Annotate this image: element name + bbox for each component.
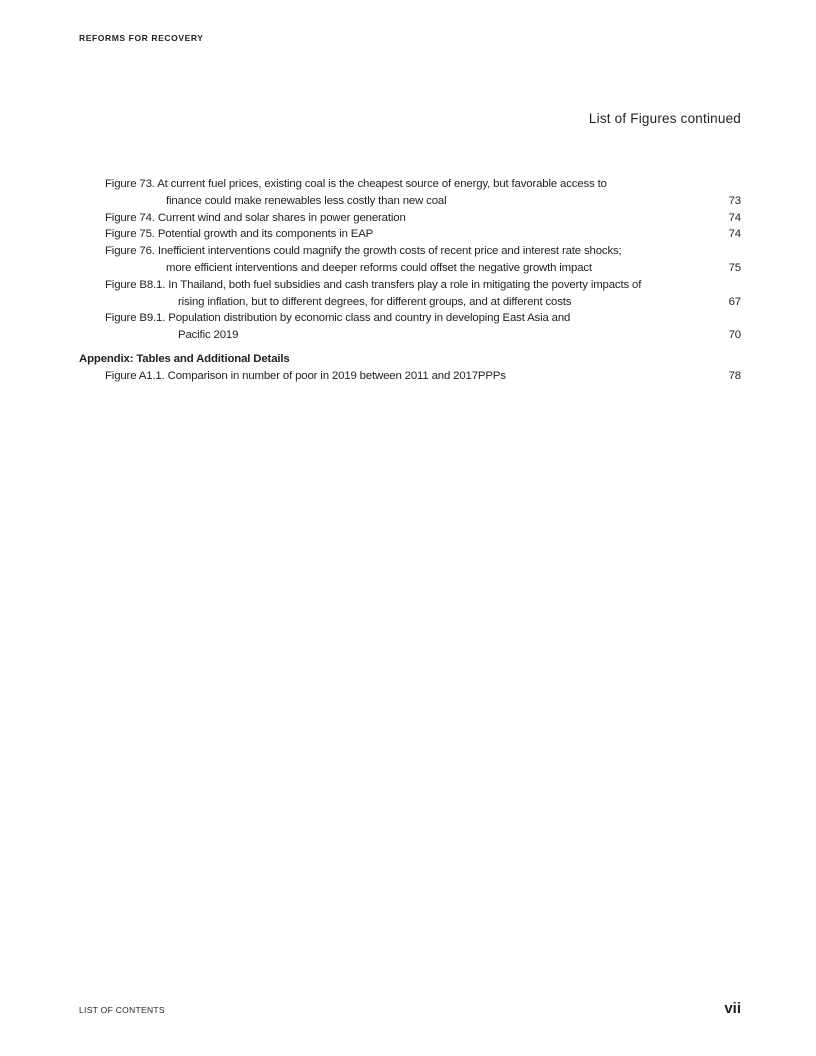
entry-text-continued: [105, 294, 741, 311]
figure-label: Figure A1.1.: [105, 369, 165, 382]
entry-title-line: Potential growth and its components in EAP: [157, 228, 374, 241]
entry-title-line: Current wind and solar shares in power generation: [157, 211, 406, 224]
entry-text: [105, 277, 741, 294]
figure-label: Figure 76.: [105, 245, 155, 258]
page-number: 78: [728, 369, 741, 382]
figure-label: Figure B8.1.: [105, 278, 166, 291]
entry-title-line: In Thailand, both fuel subsidies and cash transfers play a role in mitigating the poverty impacts of: [168, 278, 642, 291]
entry-text: [105, 176, 741, 193]
entry-title-line: finance could make renewables less costly than new coal: [166, 194, 447, 207]
page-number: 75: [728, 261, 741, 274]
entry-title-line: more efficient interventions and deeper reforms could offset the negative growth impact: [166, 261, 592, 274]
entry-title-line: At current fuel prices, existing coal is the cheapest source of energy, but favorable access to: [157, 178, 607, 190]
page-number: 67: [728, 295, 741, 308]
entry-title-line: Inefficient interventions could magnify the growth costs of recent price and interest rate shocks;: [157, 245, 622, 258]
list-of-figures: [79, 176, 741, 385]
entry-text: [105, 310, 741, 327]
figure-entry[interactable]: [79, 310, 741, 344]
folio-page-number: vii: [724, 1000, 741, 1017]
figure-entry[interactable]: [79, 243, 741, 277]
figure-label: Figure 74.: [105, 211, 155, 224]
entry-text: [105, 368, 741, 385]
page-number: 70: [728, 329, 741, 342]
figure-entry[interactable]: [79, 277, 741, 311]
page-number: 74: [728, 228, 741, 241]
entry-title-line: Comparison in number of poor in 2019 between 2011 and 2017PPPs: [167, 369, 506, 382]
section-title: List of Figures continued: [588, 111, 741, 126]
entry-text: [105, 226, 741, 243]
entry-title-line: Population distribution by economic class and country in developing East Asia and: [168, 312, 571, 325]
figure-label: Figure B9.1.: [105, 312, 166, 325]
running-footer: LIST OF CONTENTS: [79, 1005, 165, 1015]
entry-text-continued: [105, 327, 741, 344]
entry-text-continued: [105, 193, 741, 210]
page-number: 73: [728, 194, 741, 207]
entry-title-line: Pacific 2019: [178, 329, 239, 342]
entry-title-line: rising inflation, but to different degrees, for different groups, and at different costs: [178, 295, 572, 308]
entry-text: [105, 210, 741, 227]
entry-text: [105, 243, 741, 260]
appendix-heading: Appendix: Tables and Additional Details: [79, 352, 290, 365]
figure-entry[interactable]: [79, 368, 741, 385]
figure-entry[interactable]: [79, 176, 741, 210]
figure-entry[interactable]: [79, 210, 741, 227]
running-header: REFORMS FOR RECOVERY: [79, 33, 204, 43]
page-number: 74: [728, 211, 741, 224]
figure-label: Figure 75.: [105, 228, 155, 241]
figure-label: Figure 73.: [105, 178, 155, 190]
entry-text-continued: [105, 260, 741, 277]
figure-entry[interactable]: [79, 226, 741, 243]
